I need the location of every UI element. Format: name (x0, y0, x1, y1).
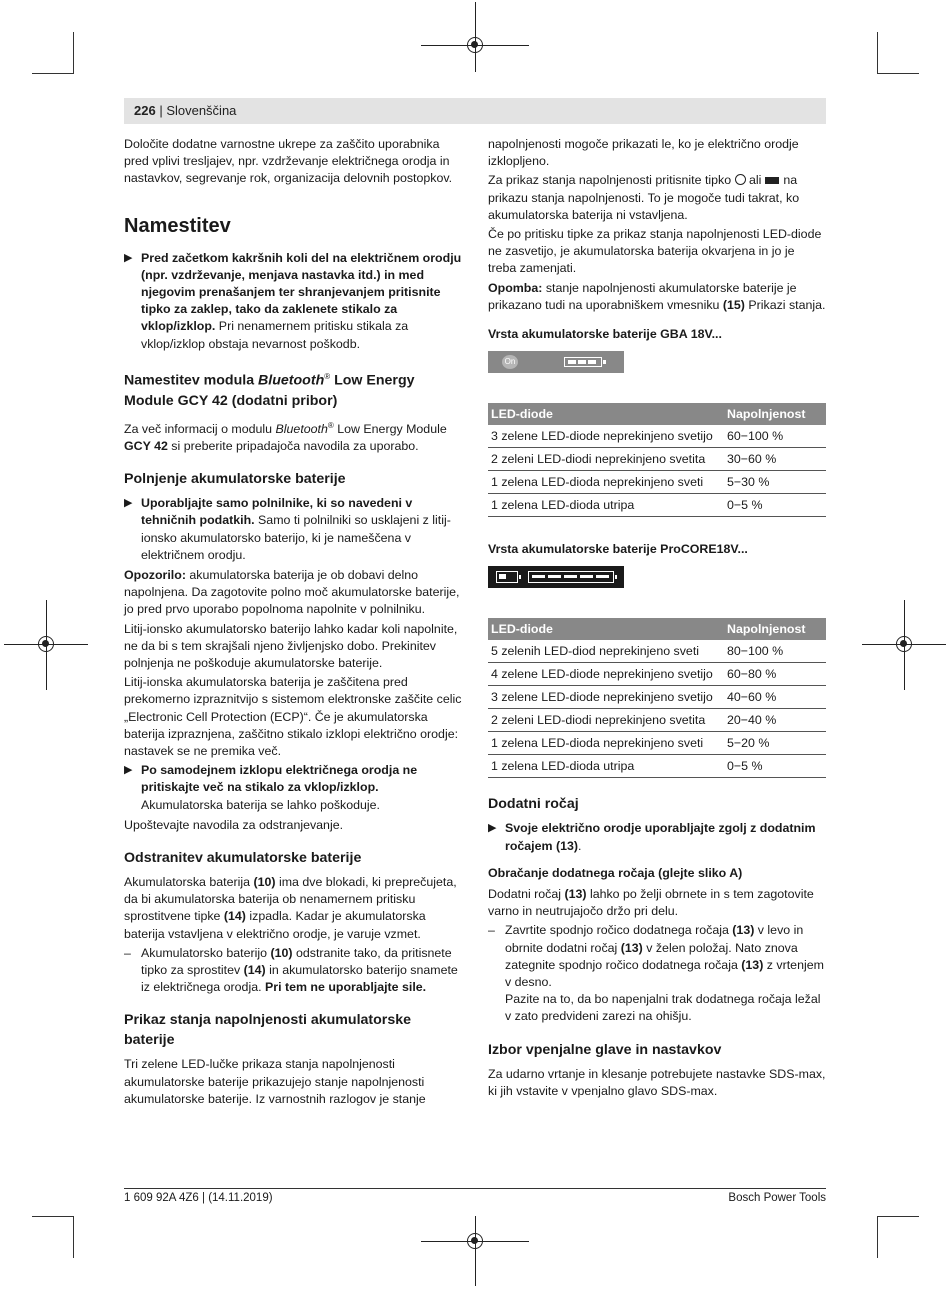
footer-doc-id: 1 609 92A 4Z6 | (14.11.2019) (124, 1192, 273, 1204)
table-row: 1 zelena LED-dioda utripa 0−5 % (488, 755, 826, 778)
cont-paragraph: napolnjenosti mogoče prikazati le, ko je električno orodje izklopljeno. (488, 137, 799, 169)
registration-mark-icon (467, 1233, 483, 1249)
izbor-paragraph: Za udarno vrtanje in klesanje potrebujete nastavke SDS-max, ki jih vstavite v vpenjalno glavo SDS-max. (488, 1066, 826, 1098)
table-row: 2 zeleni LED-diodi neprekinjeno svetita 20−40 % (488, 709, 826, 732)
heading-namestitev: Namestitev (124, 214, 231, 237)
battery-level-icon (765, 177, 779, 184)
table-row: 2 zeleni LED-diodi neprekinjeno svetita 30−60 % (488, 448, 826, 471)
procore-display-icon (488, 566, 624, 588)
prikaz-paragraph: Tri zelene LED-lučke prikaza stanja napolnjenosti akumulatorske baterije prikazujejo stanje napolnjenosti akumulatorske baterije. Iz varnostnih razlogov je stanje (124, 1057, 426, 1106)
heading-bluetooth: Namestitev modula Bluetooth® Low Energy Module GCY 42 (dodatni pribor) (124, 371, 415, 409)
table-header: LED-diode (488, 618, 724, 640)
litij-paragraph-2: Litij-ionska akumulatorska baterija je zaščitena pred prekomerno izpraznitvijo s sistemom elektronske zaščite celic „Electronic Cell Protection (ECP)“. Če je akumulatorska baterija izpraznjena, zaščitno stikalo izklopi električno orodje: nastavek se ne premika več. (124, 675, 462, 758)
registration-line (475, 1216, 476, 1286)
registration-mark-icon (896, 636, 912, 652)
table-header: Napolnjenost (724, 403, 826, 425)
table-row: 5 zelenih LED-diod neprekinjeno sveti 80−100 % (488, 640, 826, 663)
obracanje-paragraph: Dodatni ročaj (13) lahko po želji obrnete in s tem zagotovite varno in neutrujajočo držo pri delu. (488, 887, 814, 919)
right-column (488, 136, 826, 1102)
battery-button-icon (735, 174, 746, 185)
table-row: 1 zelena LED-dioda neprekinjeno sveti 5−20 % (488, 732, 826, 755)
upostevajte-paragraph: Upoštevajte navodila za odstranjevanje. (124, 817, 344, 832)
table-header: LED-diode (488, 403, 724, 425)
arrow-bullet-icon: ▶ (124, 497, 133, 510)
procore-led-table (488, 618, 826, 778)
opomba-paragraph: Opomba: stanje napolnjenosti akumulatorske baterije je prikazano tudi na uporabniškem vmesniku (15) Prikazi stanja. (488, 280, 826, 312)
heading-odstranitev: Odstranitev akumulatorske baterije (124, 849, 362, 866)
footer-divider (124, 1188, 826, 1189)
crop-mark (877, 73, 919, 74)
litij-paragraph-1: Litij-ionsko akumulatorsko baterijo lahko kadar koli napolnite, ne da bi s tem skrajšali njeno življenjsko dobo. Prekinitev polnjenja ne poškoduje akumulatorske baterije. (124, 621, 458, 670)
table-row: 1 zelena LED-dioda utripa 0−5 % (488, 494, 826, 517)
crop-mark (877, 1216, 878, 1258)
on-indicator: On (502, 355, 518, 369)
table-header: Napolnjenost (724, 618, 826, 640)
table-row: 1 zelena LED-dioda neprekinjeno sveti 5−30 % (488, 471, 826, 494)
crop-mark (73, 1216, 74, 1258)
crop-mark (73, 32, 74, 74)
crop-mark (877, 32, 878, 74)
ce-paragraph: Če po pritisku tipke za prikaz stanja napolnjenosti LED-diode ne zasvetijo, je akumulatorska baterija okvarjena in jo je treba zamenjati. (488, 227, 822, 276)
odstranitev-paragraph: Akumulatorska baterija (10) ima dve blokadi, ki preprečujeta, da bi akumulatorska baterija ob nenamernem pritisku sprostitvene tipke (14) izpadla. Kadar je akumulatorska baterija vstavljena v električno orodje, je varuje vzmet. (124, 874, 457, 941)
dash-item: – Akumulatorsko baterijo (10) odstranite tako, da pritisnete tipko za sprostitev (14) in akumulatorsko baterijo snamete iz električnega orodja. Pri tem ne uporabljajte sile. (124, 945, 458, 995)
table-row: 3 zelene LED-diode neprekinjeno svetijo 40−60 % (488, 686, 826, 709)
battery-gauge-icon (528, 571, 614, 583)
dash-item: – Zavrtite spodnjo ročico dodatnega ročaja (13) v levo in obrnite dodatni ročaj (13) v želen položaj. Nato znova zategnite spodnjo ročico dodatnega ročaja (13) z vrtenjem v desno. Pazite na to, da bo napenjalni trak dodatnega ročaja ležal v zato predvideni zarezi na ohišju. (488, 923, 824, 1024)
heading-rocaj: Dodatni ročaj (488, 796, 579, 813)
heading-gba: Vrsta akumulatorske baterije GBA 18V... (488, 327, 722, 342)
gba-led-table (488, 403, 826, 517)
registration-mark-icon (38, 636, 54, 652)
safety-item: ▶ Pred začetkom kakršnih koli del na električnem orodju (npr. vzdrževanje, menjava nastavka itd.) in med njegovim prenašanjem ter shranjevanjem pritisnite tipko za zaklep, tako da zaklenete stikalo za vklop/izklop. Pri nenamernem pritisku stikala za vklop/izklop obstaja nevarnost poškodb. (124, 250, 462, 351)
gba-display-icon (488, 351, 624, 373)
arrow-bullet-icon: ▶ (124, 251, 133, 264)
safety-item: ▶ Uporabljajte samo polnilnike, ki so navedeni v tehničnih podatkih. Samo ti polnilniki so usklajeni z litij-ionsko akumulatorsko baterijo, ki je nameščena v električnem orodju. (124, 496, 451, 562)
registration-mark-icon (467, 37, 483, 53)
crop-mark (32, 73, 74, 74)
crop-mark (877, 1216, 919, 1217)
bluetooth-paragraph: Za več informacij o modulu Bluetooth® Low Energy Module GCY 42 si preberite pripadajoča navodila za uporabo. (124, 420, 447, 453)
crop-mark (32, 1216, 74, 1217)
left-column (124, 136, 464, 1110)
battery-button-icon (496, 571, 518, 583)
tipko-paragraph: Za prikaz stanja napolnjenosti pritisnite tipko ali na prikazu stanja napolnjenosti. To je mogoče tudi takrat, ko akumulatorska baterija ni vstavljena. (488, 173, 800, 222)
table-row: 4 zelene LED-diode neprekinjeno svetijo 60−80 % (488, 663, 826, 686)
page-header-text: 226 | Slovenščina (134, 103, 237, 118)
battery-gauge-icon (564, 357, 602, 367)
arrow-bullet-icon: ▶ (124, 764, 133, 777)
opozorilo-paragraph: Opozorilo: akumulatorska baterija je ob dobavi delno napolnjena. Da zagotovite polno moč akumulatorske baterije, jo pred prvo uporabo popolnoma napolnite v polnilniku. (124, 567, 460, 617)
heading-prikaz: Prikaz stanja napolnjenosti akumulatorske baterije (124, 1012, 411, 1049)
arrow-bullet-icon: ▶ (488, 822, 497, 835)
heading-procore: Vrsta akumulatorske baterije ProCORE18V... (488, 542, 748, 557)
page-number: 226 (134, 103, 156, 118)
heading-obracanje: Obračanje dodatnega ročaja (glejte sliko A) (488, 865, 743, 880)
safety-item: ▶ Svoje električno orodje uporabljajte zgolj z dodatnim ročajem (13). (488, 821, 816, 853)
intro-paragraph: Določite dodatne varnostne ukrepe za zaščito uporabnika pred vplivi tresljajev, npr. vzdrževanje električnega orodja in nastavkov, segrevanje rok, organizacija delovnih postopkov. (124, 137, 453, 186)
page-language: Slovenščina (166, 103, 237, 118)
heading-izbor: Izbor vpenjalne glave in nastavkov (488, 1041, 722, 1058)
table-row: 3 zelene LED-diode neprekinjeno svetijo 60−100 % (488, 425, 826, 448)
safety-item: ▶ Po samodejnem izklopu električnega orodja ne pritiskajte več na stikalo za vklop/izklop. Akumulatorska baterija se lahko poškoduje. (124, 763, 418, 812)
heading-polnjenje: Polnjenje akumulatorske baterije (124, 471, 346, 488)
footer-brand: Bosch Power Tools (728, 1192, 826, 1204)
